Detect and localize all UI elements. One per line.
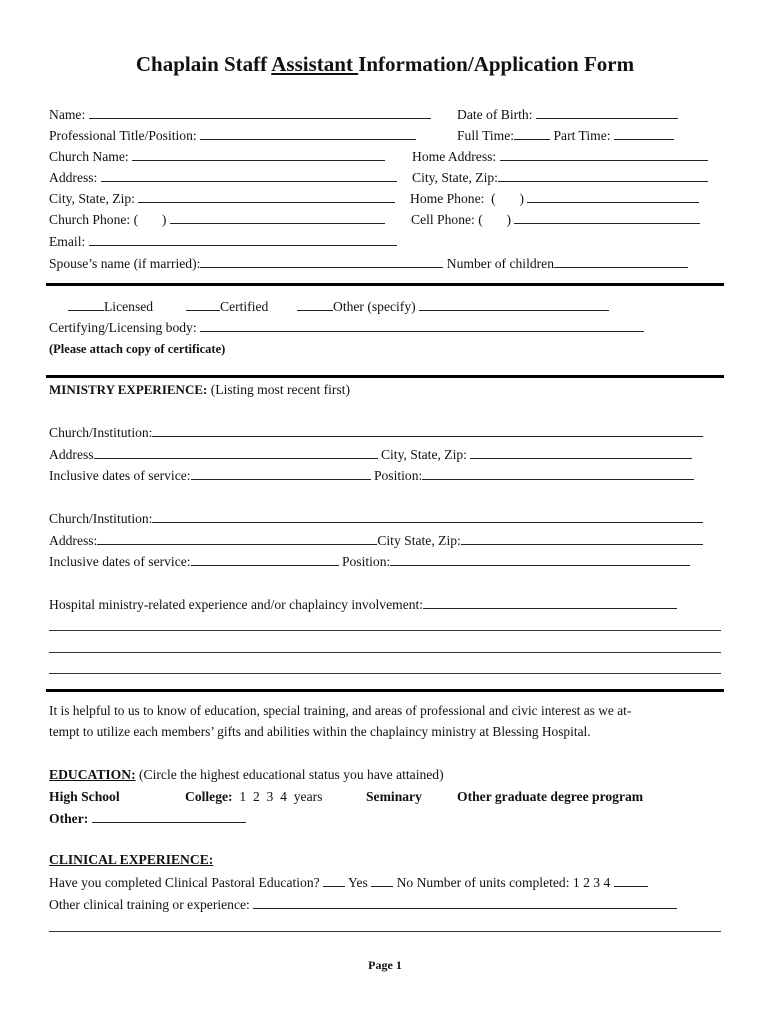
ministry-address-row-2 (49, 532, 703, 549)
ministry-position-label-2: Position: (341, 554, 391, 569)
ministry-city-state-zip-field-2[interactable] (461, 532, 703, 545)
title-text-1: Chaplain Staff (135, 52, 272, 76)
spouse-row (49, 255, 688, 272)
title-text-assistant: Assistant (271, 52, 359, 76)
certified-label: Certified (220, 299, 269, 314)
ministry-position-label-1: Position: (373, 468, 423, 483)
ministry-dates-label-1: Inclusive dates of service: (49, 468, 191, 483)
email-row (49, 233, 397, 250)
church-phone-field[interactable] (170, 211, 385, 224)
church-phone-label: Church Phone: ( ) (49, 212, 167, 227)
dob-field[interactable] (536, 106, 678, 119)
intro-line-1: It is helpful to us to know of education, special training, and areas of professional and civic interest as we at- (49, 703, 632, 718)
college-option[interactable] (185, 789, 322, 805)
other-graduate-option[interactable]: Other graduate degree program (457, 789, 644, 804)
section-divider-2 (46, 375, 724, 378)
other-training-line[interactable] (49, 931, 721, 932)
spouse-field[interactable] (200, 255, 443, 268)
college-years[interactable]: 1 2 3 4 years (232, 789, 323, 804)
other-training-field[interactable] (253, 896, 677, 909)
cpe-yes-label: Yes (347, 875, 368, 890)
professional-title-row (49, 127, 416, 144)
church-institution-row-1 (49, 424, 703, 441)
ministry-dates-label-2: Inclusive dates of service: (49, 554, 191, 569)
education-heading-label: EDUCATION: (49, 767, 136, 782)
certified-row (186, 298, 268, 315)
ministry-city-state-zip-label-1: City, State, Zip: (380, 447, 467, 462)
intro-line-2: tempt to utilize each members’ gifts and abilities within the chaplaincy ministry at Blessing Hospital. (49, 724, 591, 739)
church-institution-label-1: Church/Institution: (49, 425, 153, 440)
other-cert-label: Other (specify) (333, 299, 416, 314)
cell-phone-field[interactable] (514, 211, 700, 224)
page-title (0, 52, 770, 77)
children-field[interactable] (554, 255, 688, 268)
hospital-experience-line-2[interactable] (49, 652, 721, 653)
ministry-city-state-zip-field-1[interactable] (470, 446, 692, 459)
cpe-row (49, 874, 648, 891)
other-cert-row (297, 298, 609, 315)
hospital-experience-line-1[interactable] (49, 630, 721, 631)
certifying-body-label: Certifying/Licensing body: (49, 320, 197, 335)
certified-field[interactable] (186, 298, 220, 311)
hospital-experience-field[interactable] (423, 596, 677, 609)
part-time-field[interactable] (614, 127, 674, 140)
ministry-address-label-1: Address (49, 447, 94, 462)
employment-type-row (457, 127, 674, 144)
other-cert-field[interactable] (419, 298, 609, 311)
ministry-address-field-2[interactable] (97, 532, 377, 545)
hospital-experience-label: Hospital ministry-related experience and/or chaplaincy involvement: (49, 597, 424, 612)
name-row (49, 106, 431, 123)
church-name-row (49, 148, 385, 165)
full-time-label: Full Time: (457, 128, 515, 143)
church-institution-label-2: Church/Institution: (49, 511, 153, 526)
full-time-field[interactable] (514, 127, 550, 140)
page-number: Page 1 (368, 958, 402, 972)
email-label: Email: (49, 234, 86, 249)
other-cert-check-field[interactable] (297, 298, 333, 311)
church-phone-row (49, 211, 385, 228)
name-field[interactable] (89, 106, 431, 119)
cpe-no-field[interactable] (371, 874, 393, 887)
attach-note: (Please attach copy of certificate) (49, 342, 226, 356)
home-address-row (412, 148, 708, 165)
church-name-field[interactable] (132, 148, 385, 161)
seminary-option[interactable]: Seminary (366, 789, 422, 804)
name-label: Name: (49, 107, 86, 122)
cpe-units-field[interactable] (614, 874, 648, 887)
home-city-state-zip-label: City, State, Zip: (412, 170, 498, 185)
part-time-label: Part Time: (553, 128, 611, 143)
title-text-2: Information/Application Form (358, 52, 635, 76)
ministry-address-label-2: Address: (49, 533, 98, 548)
certifying-body-field[interactable] (200, 319, 644, 332)
hospital-experience-line-3[interactable] (49, 673, 721, 674)
address-row (49, 169, 397, 186)
home-phone-label: Home Phone: ( ) (410, 191, 525, 206)
dob-label: Date of Birth: (457, 107, 533, 122)
high-school-option[interactable]: High School (49, 789, 120, 804)
other-training-label: Other clinical training or experience: (49, 897, 250, 912)
home-address-field[interactable] (500, 148, 708, 161)
other-training-row (49, 896, 677, 913)
professional-title-label: Professional Title/Position: (49, 128, 197, 143)
home-phone-row (410, 190, 699, 207)
ministry-address-row-1 (49, 446, 692, 463)
church-name-label: Church Name: (49, 149, 129, 164)
licensed-label: Licensed (104, 299, 154, 314)
church-city-state-zip-label: City, State, Zip: (49, 191, 135, 206)
home-city-state-zip-row (412, 169, 708, 186)
licensed-field[interactable] (68, 298, 104, 311)
church-institution-row-2 (49, 510, 703, 527)
education-other-label: Other: (49, 811, 89, 826)
children-label: Number of children (446, 256, 555, 271)
education-heading (49, 767, 444, 783)
ministry-heading-label: MINISTRY EXPERIENCE: (49, 382, 208, 397)
cell-phone-label: Cell Phone: ( ) (411, 212, 512, 227)
cell-phone-row (411, 211, 700, 228)
certifying-body-row (49, 319, 644, 336)
ministry-dates-row-2 (49, 553, 690, 570)
ministry-dates-row-1 (49, 467, 694, 484)
clinical-heading: CLINICAL EXPERIENCE: (49, 852, 214, 867)
education-other-row (49, 810, 246, 827)
education-heading-note: (Circle the highest educational status you have attained) (135, 767, 444, 782)
spouse-label: Spouse’s name (if married): (49, 256, 201, 271)
church-city-state-zip-row (49, 190, 395, 207)
ministry-address-field-1[interactable] (94, 446, 378, 459)
address-field[interactable] (101, 169, 397, 182)
email-field[interactable] (89, 233, 397, 246)
section-divider-3 (46, 689, 724, 692)
cpe-question: Have you completed Clinical Pastoral Education? (49, 875, 320, 890)
cpe-no-label: No (396, 875, 414, 890)
home-phone-field[interactable] (527, 190, 699, 203)
church-institution-field-2[interactable] (152, 510, 703, 523)
home-city-state-zip-field[interactable] (498, 169, 708, 182)
professional-title-field[interactable] (200, 127, 416, 140)
church-institution-field-1[interactable] (152, 424, 703, 437)
ministry-heading (49, 382, 350, 398)
ministry-dates-field-2[interactable] (191, 553, 339, 566)
hospital-experience-row (49, 596, 677, 613)
certification-row (68, 298, 153, 315)
ministry-city-state-zip-label-2: City State, Zip: (377, 533, 461, 548)
home-address-label: Home Address: (412, 149, 497, 164)
education-other-field[interactable] (92, 810, 246, 823)
church-city-state-zip-field[interactable] (138, 190, 395, 203)
ministry-heading-note: (Listing most recent first) (207, 382, 351, 397)
ministry-position-field-1[interactable] (422, 467, 694, 480)
cpe-yes-field[interactable] (323, 874, 345, 887)
ministry-dates-field-1[interactable] (191, 467, 371, 480)
ministry-position-field-2[interactable] (390, 553, 690, 566)
cpe-units-label: Number of units completed: 1 2 3 4 (416, 875, 611, 890)
college-label: College: (185, 789, 233, 804)
address-label: Address: (49, 170, 98, 185)
dob-row (457, 106, 678, 123)
section-divider-1 (46, 283, 724, 286)
